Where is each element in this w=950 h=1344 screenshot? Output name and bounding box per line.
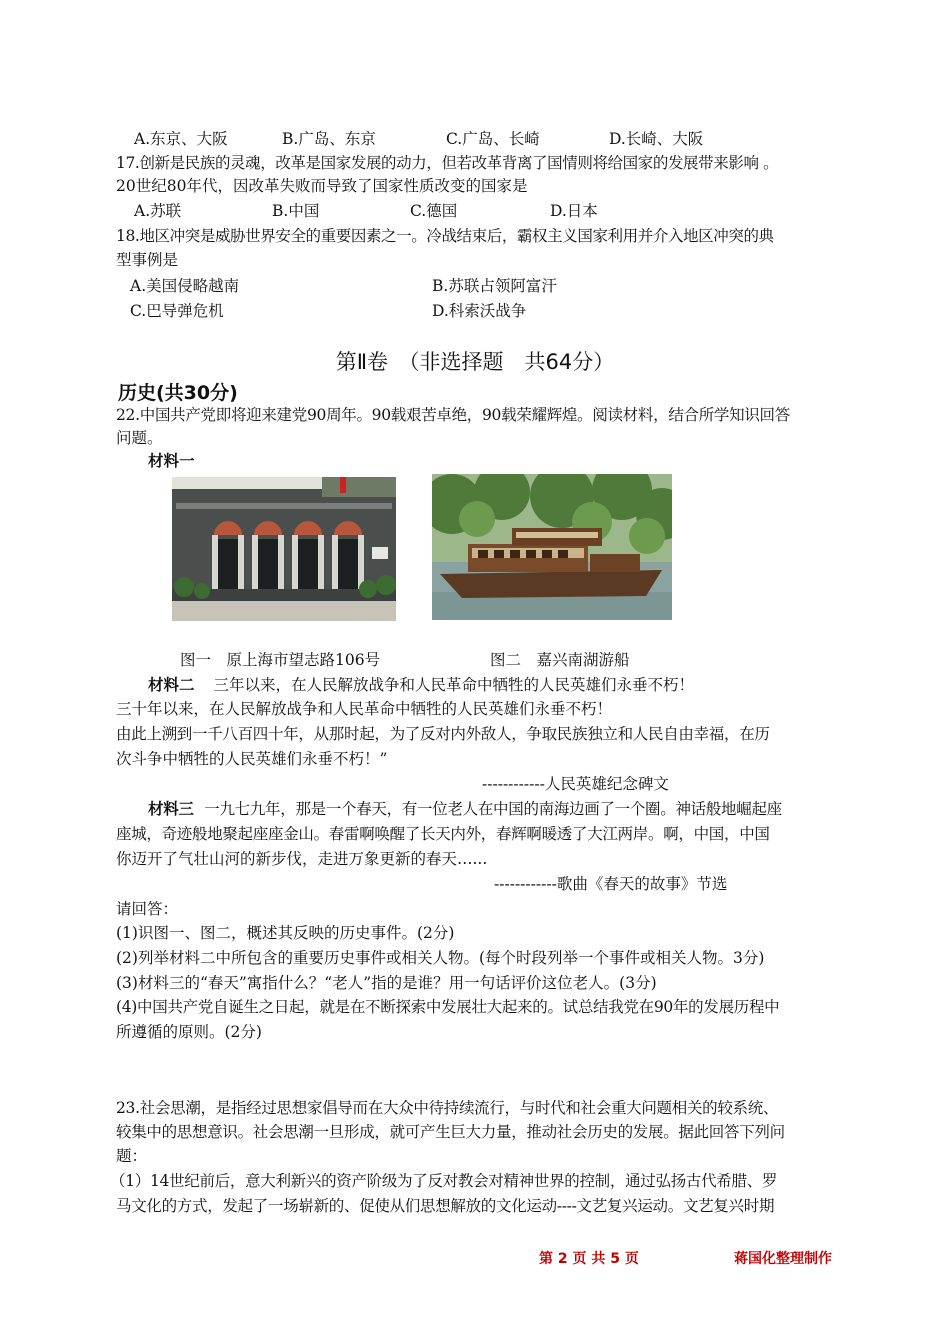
q22-question-1: (1)识图一、图二，概述其反映的历史事件。(2分) (116, 924, 455, 942)
figure-1-caption: 图一 原上海市望志路106号 (180, 651, 381, 669)
q18-option-b: B.苏联占领阿富汗 (432, 277, 557, 295)
material-3-label: 材料三 (148, 800, 194, 818)
q23-line-5: 马文化的方式，发起了一场崭新的、促使从们思想解放的文化运动----文艺复兴运动。文艺复兴时期 (116, 1197, 775, 1215)
material-2-label: 材料二 (148, 676, 195, 694)
q17-option-a: A.苏联 (134, 202, 182, 220)
q23-line-1: 23.社会思潮，是指经过思想家倡导而在大众中待持续流行，与时代和社会重大问题相关的较系统、 (116, 1099, 779, 1117)
material-3-line-3: 你迈开了气壮山河的新步伐，走进万象更新的春天…... (116, 850, 488, 868)
material-3-source: ------------歌曲《春天的故事》节选 (494, 875, 728, 893)
q22-question-2: (2)列举材料二中所包含的重要历史事件或相关人物。(每个时段列举一个事件或相关人物。3分) (116, 949, 765, 967)
material-3-line-2: 座城，奇迹般地聚起座座金山。春雷啊唤醒了长天内外，春辉啊暖透了大江两岸。啊，中国，中国 (116, 825, 770, 843)
q23-line-4: （1）14世纪前后，意大利新兴的资产阶级为了反对教会对精神世界的控制，通过弘扬古代希腊、罗 (110, 1172, 778, 1190)
material-2-line-3: 由此上溯到一千八百四十年，从那时起，为了反对内外敌人，争取民族独立和人民自由幸福，在历 (116, 725, 770, 743)
q18-option-a: A.美国侵略越南 (130, 277, 240, 295)
material-3-first-line (148, 798, 782, 820)
material-2-source: ------------人民英雄纪念碑文 (482, 775, 669, 793)
subject-title: 历史(共30分) (118, 382, 238, 404)
material-2-first-line (148, 674, 694, 696)
q17-line-1: 17.创新是民族的灵魂，改革是国家发展的动力，但若改革背离了国情则将给国家的发展带来影响 。 (116, 154, 779, 172)
q22-line-1: 22.中国共产党即将迎来建党90周年。90载艰苦卓绝，90载荣耀辉煌。阅读材料，结合所学知识回答 (116, 406, 790, 424)
q16-option-c: C.广岛、长崎 (446, 130, 540, 148)
q16-option-a: A.东京、大阪 (134, 130, 228, 148)
q18-option-c: C.巴导弹危机 (130, 302, 224, 320)
section-title: 第Ⅱ卷 （非选择题 共64分） (335, 350, 615, 374)
q22-question-4-line-1: (4)中国共产党自诞生之日起，就是在不断探索中发展壮大起来的。试总结我党在90年的发展历程中 (116, 998, 780, 1016)
figure-1-building-photo (172, 477, 396, 621)
q22-question-4-line-2: 所遵循的原则。(2分) (116, 1023, 262, 1041)
q22-question-3: (3)材料三的“春天”寓指什么？“老人”指的是谁？用一句话评价这位老人。(3分) (116, 974, 657, 992)
figure-2-boat-photo (432, 474, 672, 620)
footer-page-number: 第 2 页 共 5 页 (539, 1251, 639, 1267)
material-1-label: 材料一 (148, 452, 195, 470)
q17-line-2: 20世纪80年代，因改革失败而导致了国家性质改变的国家是 (116, 177, 528, 195)
q18-option-d: D.科索沃战争 (432, 302, 527, 320)
material-2-line-2: 三十年以来，在人民解放战争和人民革命中牺牲的人民英雄们永垂不朽！ (116, 700, 613, 718)
q23-line-3: 题： (116, 1147, 148, 1165)
figure-2-caption: 图二 嘉兴南湖游船 (490, 651, 630, 669)
answer-prompt: 请回答： (116, 900, 179, 918)
q18-line-1: 18.地区冲突是威胁世界安全的重要因素之一。冷战结束后，霸权主义国家利用并介入地区冲突的典 (116, 227, 774, 245)
material-2-line-4: 次斗争中牺牲的人民英雄们永垂不朽！” (116, 750, 388, 768)
q18-line-2: 型事例是 (116, 251, 179, 269)
q23-line-2: 较集中的思想意识。社会思潮一旦形成，就可产生巨大力量，推动社会历史的发展。据此回答下列问 (116, 1123, 785, 1141)
q17-option-b: B.中国 (272, 202, 320, 220)
material-3-line-1: 一九七九年，那是一个春天，有一位老人在中国的南海边画了一个圈。神话般地崛起座 (204, 800, 782, 818)
q22-line-2: 问题。 (116, 429, 163, 447)
q17-option-c: C.德国 (410, 202, 458, 220)
q16-option-b: B.广岛、东京 (282, 130, 376, 148)
footer-author: 蒋国化整理制作 (734, 1251, 832, 1267)
material-2-line-1: 三年以来，在人民解放战争和人民革命中牺牲的人民英雄们永垂不朽！ (213, 676, 694, 694)
q16-option-d: D.长崎、大阪 (609, 130, 704, 148)
q17-option-d: D.日本 (550, 202, 598, 220)
